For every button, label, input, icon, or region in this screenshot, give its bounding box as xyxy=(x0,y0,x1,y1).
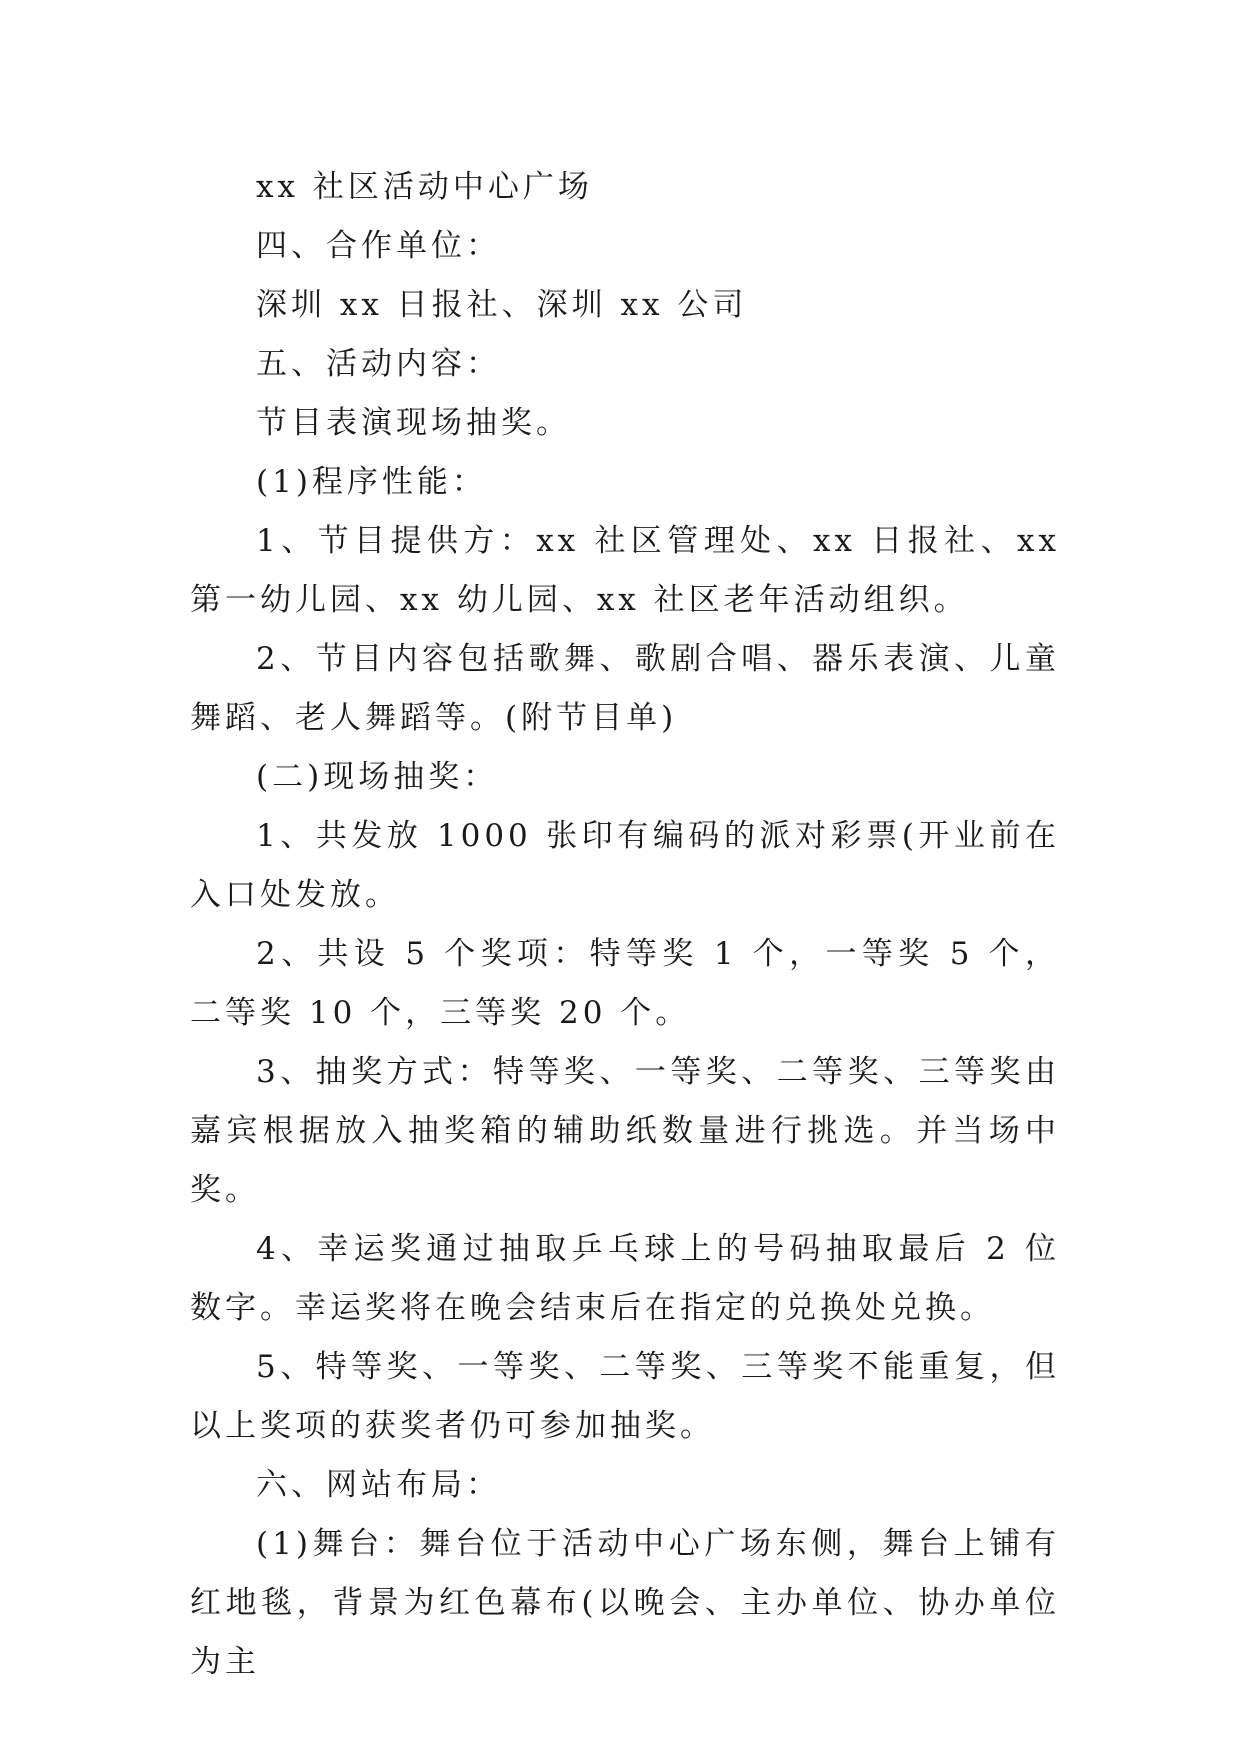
program-item-1: 1、节目提供方：xx 社区管理处、xx 日报社、xx 第一幼儿园、xx 幼儿园、xx 社区老年活动组织。 xyxy=(190,523,1060,618)
partners-line: 深圳 xx 日报社、深圳 xx 公司 xyxy=(256,287,748,323)
lottery-item-3: 3、抽奖方式：特等奖、一等奖、二等奖、三等奖由嘉宾根据放入抽奖箱的辅助纸数量进行挑选。并当场中奖。 xyxy=(190,1054,1060,1208)
subheading-program: (1)程序性能： xyxy=(256,464,487,500)
lottery-item-1: 1、共发放 1000 张印有编码的派对彩票(开业前在入口处发放。 xyxy=(190,818,1060,913)
section-heading-layout: 六、网站布局： xyxy=(256,1467,501,1503)
section-heading-content: 五、活动内容： xyxy=(256,346,501,382)
content-summary: 节目表演现场抽奖。 xyxy=(256,405,571,441)
lottery-item-5: 5、特等奖、一等奖、二等奖、三等奖不能重复，但以上奖项的获奖者仍可参加抽奖。 xyxy=(190,1349,1060,1444)
lottery-item-4: 4、幸运奖通过抽取乒乓球上的号码抽取最后 2 位数字。幸运奖将在晚会结束后在指定的兑换处兑换。 xyxy=(190,1231,1060,1326)
program-item-2: 2、节目内容包括歌舞、歌剧合唱、器乐表演、儿童舞蹈、老人舞蹈等。(附节目单) xyxy=(190,641,1060,736)
section-heading-partners: 四、合作单位： xyxy=(256,228,501,264)
venue-line: xx 社区活动中心广场 xyxy=(256,169,593,205)
layout-item-stage: (1)舞台：舞台位于活动中心广场东侧，舞台上铺有红地毯，背景为红色幕布(以晚会、主办单位、协办单位为主 xyxy=(190,1526,1060,1680)
lottery-item-2: 2、共设 5 个奖项：特等奖 1 个，一等奖 5 个，二等奖 10 个，三等奖 20 个。 xyxy=(190,936,1060,1031)
subheading-lottery: (二)现场抽奖： xyxy=(256,759,499,795)
document-body xyxy=(190,158,1060,1692)
